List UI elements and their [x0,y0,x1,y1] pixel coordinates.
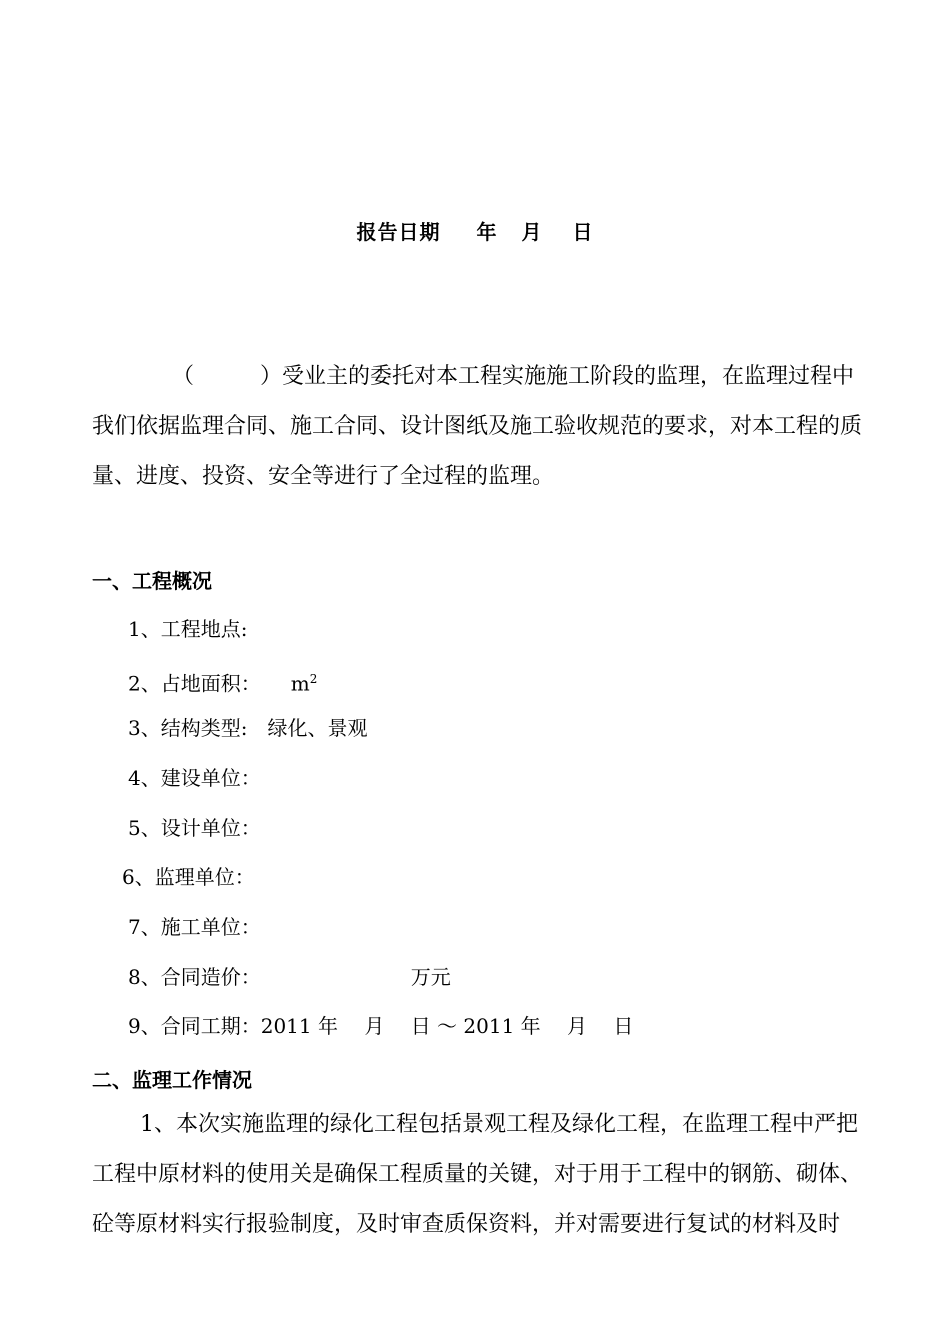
item-area-text: 2、占地面积： m [128,671,310,696]
item-area [128,664,317,699]
item-designer: 5、设计单位： [128,816,261,840]
item-supervisor: 6、监理单位： [122,865,255,889]
report-date-year: 年 [476,220,498,244]
item-owner: 4、建设单位： [128,766,261,790]
report-date-month: 月 [521,220,543,244]
item-contractor: 7、施工单位： [128,915,261,939]
item-contract-period: 9、合同工期：2011 年 月 日 ～ 2011 年 月 日 [128,1014,634,1038]
item-project-location: 1、工程地点: [128,617,248,641]
report-date-label: 报告日期 [356,220,441,244]
section2-paragraph: 1、本次实施监理的绿化工程包括景观工程及绿化工程，在监理工程中严把工程中原材料的使用关是确保工程质量的关键，对于用于工程中的钢筋、砌体、砼等原材料实行报验制度，及时审查质保资料，并对需要进行复试的材料及时 [92,1112,863,1237]
area-unit-superscript: 2 [309,672,318,686]
item-structure-type: 3、结构类型: 绿化、景观 [128,716,368,740]
section1-title: 一、工程概况 [92,569,212,593]
report-date-day: 日 [572,220,594,244]
item-contract-price: 8、合同造价： 万元 [128,965,451,989]
section2-title: 二、监理工作情况 [92,1068,252,1092]
intro-paragraph: （ ）受业主的委托对本工程实施施工阶段的监理，在监理过程中我们依据监理合同、施工合同、设计图纸及施工验收规范的要求，对本工程的质量、进度、投资、安全等进行了全过程的监理。 [92,364,863,489]
report-date-line [0,216,950,245]
